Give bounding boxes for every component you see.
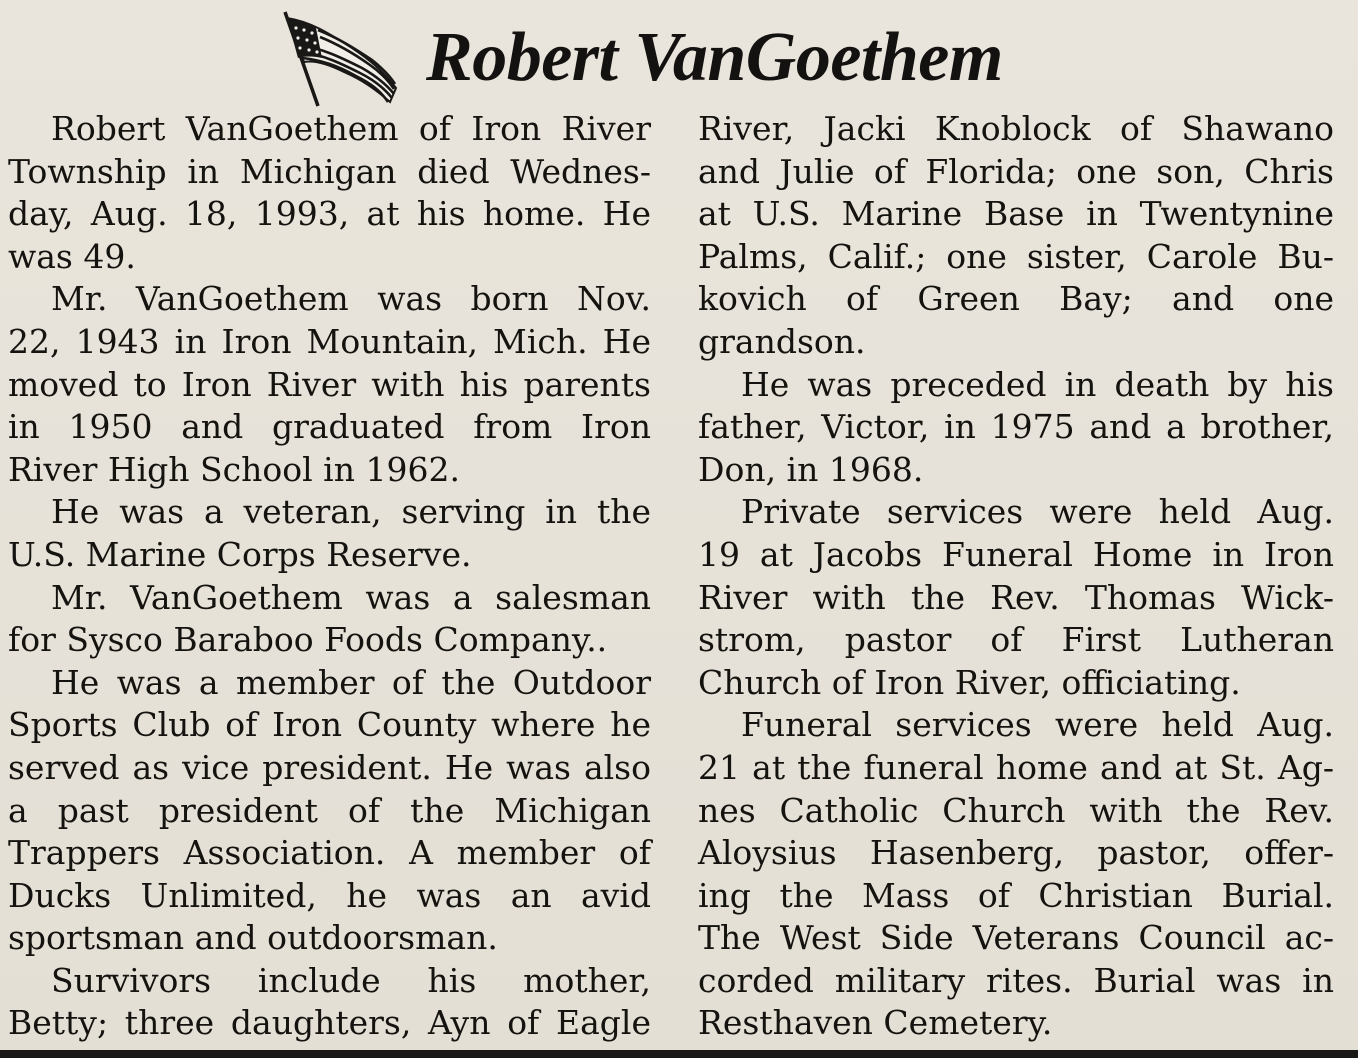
text-line: River, Jacki Knoblock of Shawano [698,109,1334,148]
text-line: Township in Michigan died Wednes- [8,151,651,191]
text-line: Funeral services were held Aug. [741,705,1334,745]
text-line: Private services were held Aug. [741,492,1334,532]
text-line: Aloysius Hasenberg, pastor, offer- [698,833,1334,873]
text-line: The West Side Veterans Council ac- [698,918,1334,958]
text-line: Robert VanGoethem of Iron River [51,109,651,148]
text-line: Survivors include his mother, [51,960,651,1000]
text-line: Church of Iron River, officiating. [698,662,1241,702]
text-line: Don, in 1968. [698,449,924,489]
text-line: U.S. Marine Corps Reserve. [8,534,472,574]
text-line: He was a member of the Outdoor [51,662,651,702]
left-column [8,108,651,1045]
text-line: Ducks Unlimited, he was an avid [8,875,651,915]
text-line: in 1950 and graduated from Iron [8,407,651,447]
text-line: Betty; three daughters, Ayn of Eagle [8,1003,651,1043]
obituary-headline: Robert VanGoethem [426,19,1003,96]
text-line: a past president of the Michigan [8,790,651,830]
text-line: He was preceded in death by his [741,364,1334,404]
text-line: was 49. [8,236,136,276]
text-line: River High School in 1962. [8,449,460,489]
text-line: River with the Rev. Thomas Wick- [698,577,1334,617]
text-line: Resthaven Cemetery. [698,1003,1053,1043]
text-line: 19 at Jacobs Funeral Home in Iron [698,534,1334,574]
text-line: father, Victor, in 1975 and a brother, [698,407,1334,447]
text-line: He was a veteran, serving in the [51,492,651,532]
text-line: Mr. VanGoethem was a salesman [51,577,651,617]
text-line: kovich of Green Bay; and one [698,279,1334,319]
text-line: sportsman and outdoorsman. [8,918,498,958]
text-line: ing the Mass of Christian Burial. [698,875,1334,915]
text-line: day, Aug. 18, 1993, at his home. He [8,194,651,234]
text-line: served as vice president. He was also [8,747,651,787]
text-line: nes Catholic Church with the Rev. [698,790,1334,830]
bottom-rule [0,1050,1358,1058]
text-line: 22, 1943 in Iron Mountain, Mich. He [8,321,651,361]
text-line: corded military rites. Burial was in [698,960,1334,1000]
right-column [698,108,1334,1045]
text-line: moved to Iron River with his parents [8,364,651,404]
text-line: 21 at the funeral home and at St. Ag- [698,747,1334,787]
text-line: Sports Club of Iron County where he [8,705,651,745]
text-line: and Julie of Florida; one son, Chris [698,151,1334,191]
text-line: strom, pastor of First Lutheran [698,620,1334,660]
text-line: Trappers Association. A member of [8,833,651,873]
american-flag-icon [282,8,398,108]
text-line: for Sysco Baraboo Foods Company.. [8,620,608,660]
text-line: at U.S. Marine Base in Twentynine [698,194,1334,234]
text-line: Palms, Calif.; one sister, Carole Bu- [698,236,1334,276]
text-line: grandson. [698,321,866,361]
text-line: Mr. VanGoethem was born Nov. [51,279,651,319]
